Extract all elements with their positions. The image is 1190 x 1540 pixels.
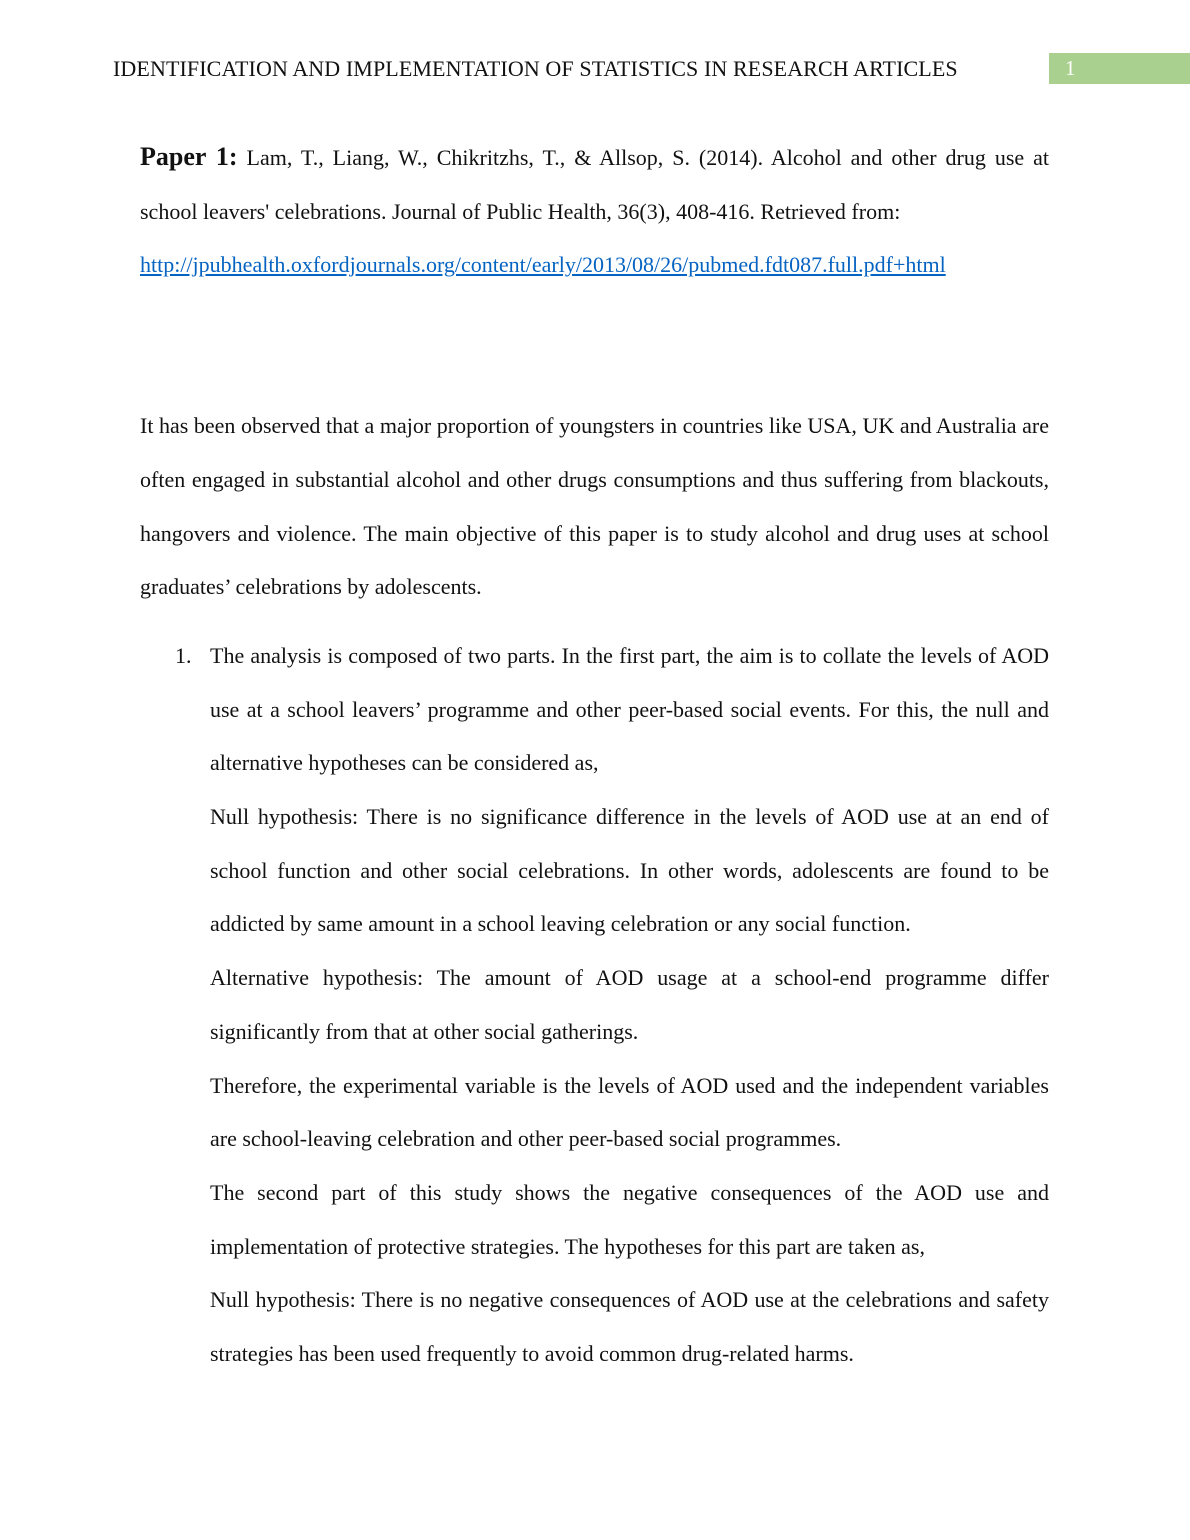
list-paragraph-variables: Therefore, the experimental variable is the levels of AOD used and the independent variables are school-leaving celebration and other peer-based social programmes. xyxy=(210,1072,1049,1152)
list-paragraph-null-hypothesis-1: Null hypothesis: There is no significance difference in the levels of AOD use at an end of school function and other social celebrations. In other words, adolescents are found to be addicted by same amount in a school leaving celebration or any social function. xyxy=(210,804,1049,937)
citation-text: Lam, T., Liang, W., Chikritzhs, T., & Allsop, S. (2014). Alcohol and other drug use at school leavers' celebrations. Journal of Public Health, 36(3), 408-416. Retrieved from: xyxy=(140,145,1049,224)
citation-paragraph xyxy=(140,130,1049,292)
citation-link[interactable]: http://jpubhealth.oxfordjournals.org/content/early/2013/08/26/pubmed.fdt087.full.pdf+html xyxy=(140,252,946,278)
list-item-number: 1. xyxy=(175,642,192,668)
list-paragraph-aim: The analysis is composed of two parts. In the first part, the aim is to collate the levels of AOD use at a school leavers’ programme and other peer-based social events. For this, the null and alternative hypotheses can be considered as, xyxy=(210,642,1049,776)
list-paragraph-null-hypothesis-2: Null hypothesis: There is no negative consequences of AOD use at the celebrations and safety strategies has been used frequently to avoid common drug-related harms. xyxy=(210,1287,1049,1367)
list-paragraph-second-part: The second part of this study shows the negative consequences of the AOD use and implementation of protective strategies. The hypotheses for this part are taken as, xyxy=(210,1179,1049,1259)
list-paragraph-alternative-hypothesis: Alternative hypothesis: The amount of AOD usage at a school-end programme differ significantly from that at other social gatherings. xyxy=(210,965,1049,1044)
intro-paragraph: It has been observed that a major proportion of youngsters in countries like USA, UK and Australia are often engaged in substantial alcohol and other drugs consumptions and thus suffering from blackouts, hangovers and violence. The main objective of this paper is to study alcohol and drug uses at school graduates’ celebrations by adolescents. xyxy=(140,413,1049,600)
citation-label: Paper 1: xyxy=(140,142,238,171)
list-item xyxy=(140,629,1049,1381)
numbered-list xyxy=(140,629,1049,1381)
page-number-badge xyxy=(1049,53,1190,84)
page-header-title: IDENTIFICATION AND IMPLEMENTATION OF STATISTICS IN RESEARCH ARTICLES xyxy=(113,56,958,81)
document-body xyxy=(140,130,1049,1381)
page-number: 1 xyxy=(1065,56,1076,80)
